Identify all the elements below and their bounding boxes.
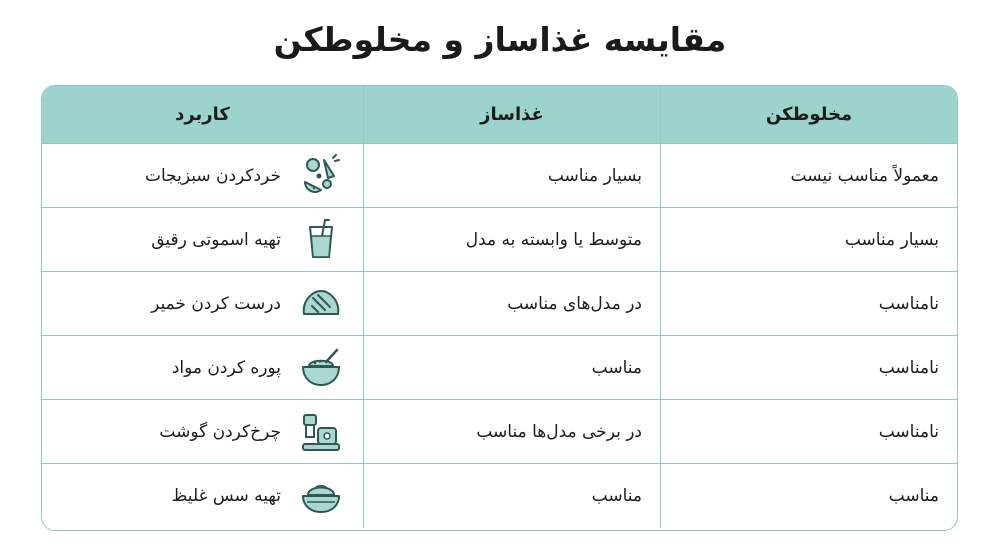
usage-cell: [42, 464, 363, 528]
table-row: [42, 272, 957, 336]
table-row: [42, 336, 957, 400]
usage-cell: [42, 336, 363, 399]
blender-cell: نامناسب: [660, 336, 957, 399]
blender-cell: نامناسب: [660, 400, 957, 463]
table-row: [42, 144, 957, 208]
processor-cell: بسیار مناسب: [363, 144, 660, 207]
header-usage: کاربرد: [175, 104, 230, 125]
page-title: مقایسه غذاساز و مخلوطکن: [273, 20, 727, 59]
blender-cell: بسیار مناسب: [660, 208, 957, 271]
usage-label: چرخ‌کردن گوشت: [159, 421, 281, 442]
table-row: [42, 208, 957, 272]
processor-cell: متوسط یا وابسته به مدل: [363, 208, 660, 271]
header-processor: غذاساز: [363, 86, 660, 143]
sauce-bowl-icon: [297, 474, 345, 518]
table-row: [42, 400, 957, 464]
blender-cell: معمولاً مناسب نیست: [660, 144, 957, 207]
processor-cell: مناسب: [363, 336, 660, 399]
usage-label: تهیه اسموتی رقیق: [151, 229, 281, 250]
table-row: [42, 464, 957, 528]
usage-cell: [42, 208, 363, 271]
comparison-table: [41, 85, 958, 531]
smoothie-glass-icon: [297, 218, 345, 262]
vegetables-icon: [297, 154, 345, 198]
table-header-row: [42, 86, 957, 144]
puree-bowl-icon: [297, 346, 345, 390]
usage-label: خردکردن سبزیجات: [144, 165, 281, 186]
usage-label: پوره کردن مواد: [171, 357, 281, 378]
processor-cell: مناسب: [363, 464, 660, 528]
usage-cell: [42, 144, 363, 207]
bread-dough-icon: [297, 282, 345, 326]
blender-cell: نامناسب: [660, 272, 957, 335]
processor-cell: در برخی مدل‌ها مناسب: [363, 400, 660, 463]
usage-cell: [42, 400, 363, 463]
blender-cell: مناسب: [660, 464, 957, 528]
header-blender: مخلوطکن: [660, 86, 957, 143]
usage-label: تهیه سس غلیظ: [171, 486, 281, 506]
meat-grinder-icon: [297, 410, 345, 454]
processor-cell: در مدل‌های مناسب: [363, 272, 660, 335]
usage-label: درست کردن خمیر: [151, 293, 281, 314]
usage-cell: [42, 272, 363, 335]
